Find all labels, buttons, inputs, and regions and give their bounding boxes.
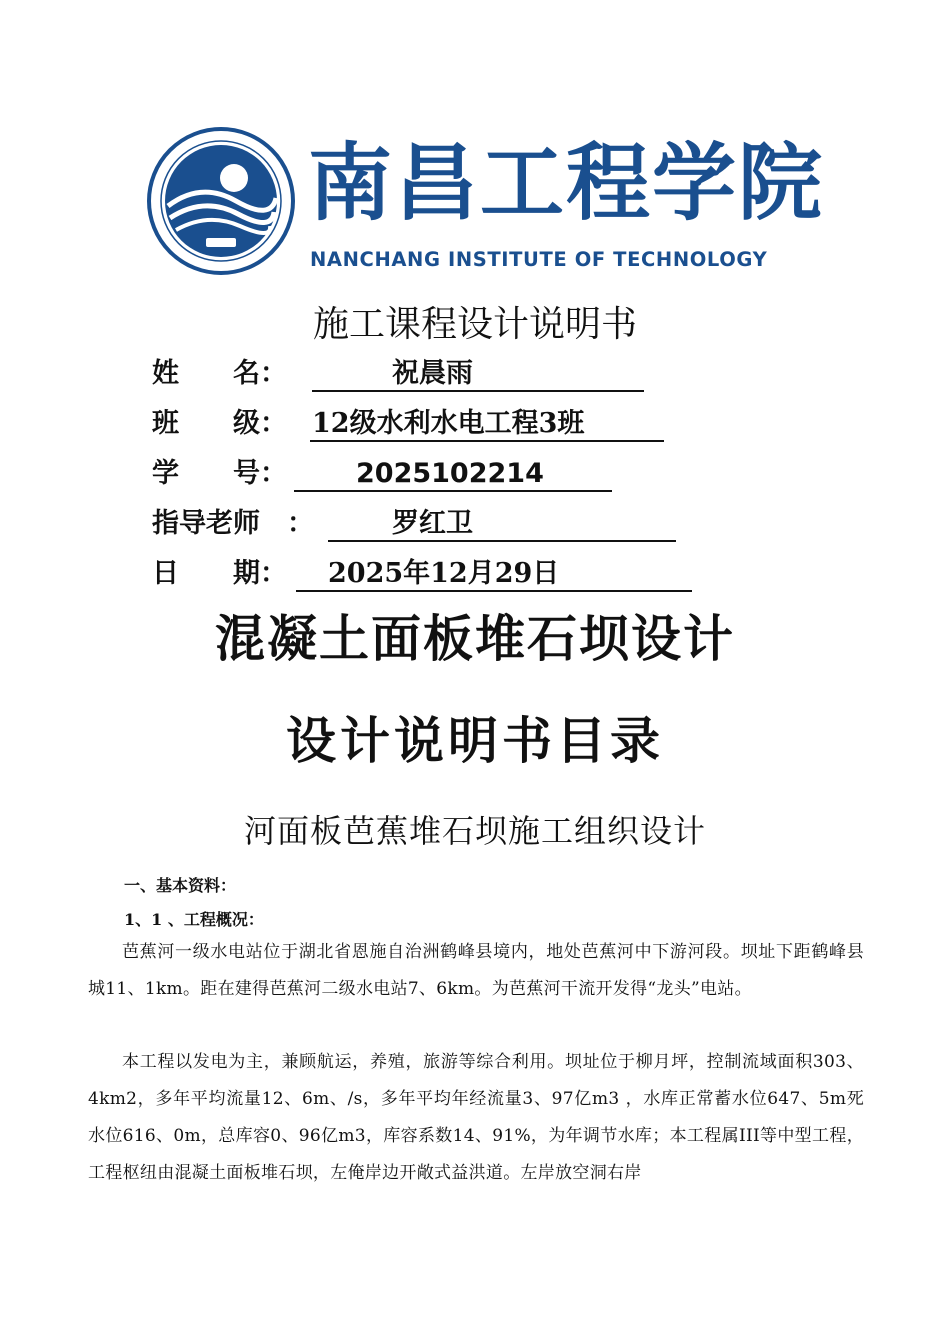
field-label-date: 日 期： [152,558,287,589]
field-value-advisor: 罗红卫 [328,504,676,542]
paragraph-intro: 芭蕉河一级水电站位于湖北省恩施自治洲鹤峰县境内，地处芭蕉河中下游河段。坝址下距鹤峰县城11、1km。距在建得芭蕉河二级水电站7、6km。为芭蕉河干流开发得“龙头”电站。 [88,942,864,999]
field-label-name: 姓 名： [152,358,287,389]
university-logo [140,118,825,283]
field-value-student-id: 2025102214 [294,454,612,492]
heading-project-overview: 1、1 、工程概况： [124,910,264,929]
heading-basic-data: 一、基本资料： [124,876,237,895]
field-label-advisor: 指导老师 ： [152,508,314,539]
logo-chinese-name: 南昌工程学院 [308,133,825,232]
logo-english-name: NANCHANG INSTITUTE OF TECHNOLOGY [310,248,768,271]
field-value-date: 2025年12月29日 [296,554,692,592]
cover-title: 施工课程设计说明书 [312,304,637,345]
paragraph-project: 本工程以发电为主，兼顾航运，养殖，旅游等综合利用。坝址位于柳月坪，控制流域面积303、4km2，多年平均流量12、6m、/s，多年平均年经流量3、97亿m3 ，水库正常蓄水位647、5m死水位616、0m，总库容0、96亿m3，库容系数14、91%，为年调节水库；本工程属III等中型工程，工程枢纽由混凝土面板堆石坝，左俺岸边开敞式益洪道。左岸放空洞右岸 [88,1052,864,1183]
main-title: 混凝土面板堆石坝设计 [215,609,735,668]
section-title: 河面板芭蕉堆石坝施工组织设计 [243,812,706,850]
field-label-class: 班 级： [152,408,287,439]
university-seal-icon [146,126,296,276]
field-label-student-id: 学 号： [152,458,287,489]
field-value-name: 祝晨雨 [312,354,644,392]
toc-title: 设计说明书目录 [286,711,664,770]
field-value-class: 12级水利水电工程3班 [310,404,664,442]
